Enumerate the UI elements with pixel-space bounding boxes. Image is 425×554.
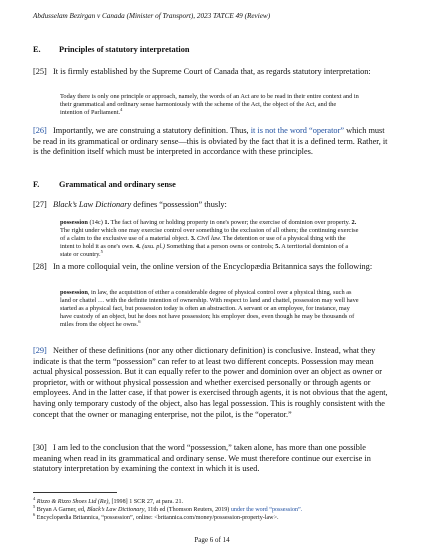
paragraph-number: [25] xyxy=(33,67,47,76)
sense-number: 5. xyxy=(275,243,281,251)
quote-text: , in law, the acquisition of either a considerable degree of physical control over a physical thing, such as land or chattel … with the definite intention of ownership. With respect to land and chattel, possession may well have started as a physical fact, but possession today is often an abstraction. A servant or an employee, for instance, may have custody of an object, but he does not have possession; his employer does, even though he may be thousands of miles from the object he owns. xyxy=(60,289,359,329)
sense-number: 1. xyxy=(104,219,110,226)
paragraph-text-c: which must be read in its grammatical or ordinary sense—this is obviated by the fact that it is a defined term. Rather, it is the definition itself which must be interpreted in accordance with these principles. xyxy=(33,126,388,157)
running-header: Abdusselam Bezirgan v Canada (Minister of Transport), 2023 TATCE 49 (Review) xyxy=(33,12,271,20)
quote-text: Today there is only one principle or approach, namely, the words of an Act are to be read in their entire context and in their grammatical and ordinary sense harmoniously with the scheme of the Act, the object of the Act, and the intention of Parliament. xyxy=(60,93,359,117)
block-quote-blacks-law xyxy=(60,219,360,259)
quote-text: The detention or use of a physical thing with the intent to hold it as one's own. xyxy=(60,235,346,251)
paragraph-number: [30] xyxy=(33,443,47,452)
section-title: Grammatical and ordinary sense xyxy=(59,180,176,189)
block-quote-britannica xyxy=(60,289,360,329)
footnote-text-highlight: under the word “possession”. xyxy=(230,507,303,514)
paragraph-text-a: Importantly, we are construing a statutory definition. Thus, xyxy=(53,126,251,135)
paragraph-text: In a more colloquial vein, the online version of the Encyclopædia Britannica says the following: xyxy=(53,262,373,271)
paragraph-number: [27] xyxy=(33,200,47,209)
paragraph-25 xyxy=(33,67,391,78)
section-letter: E. xyxy=(33,45,41,54)
footnote-number: 5 xyxy=(33,504,36,509)
paragraph-text-highlight: it is not the word “operator” xyxy=(250,126,345,135)
defined-word: possession xyxy=(60,289,88,296)
footnote-text: Encyclopædia Britannica, “possession”, online: <britannica.com/money/possession-property-law>. xyxy=(35,515,279,522)
quote-text: The fact of having or holding property in one's power; the exercise of dominion over property. xyxy=(109,219,352,226)
paragraph-text: Neither of these definitions (nor any other dictionary definition) is conclusive. Instead, what they indicate is that the term “possession” can refer to at least two different concepts. Possession may mean actual physical possession. But it can equally refer to the power and dominion over an object as owner or proprietor, with or without physical possession and whether exercised personally or through agents or employees. And in the latter case, if that power is exercised through agents, it is not obvious that the agent, having only temporary custody of the object, also has legal possession. This is roughly consistent with the concept that the owner or managing enterprise, not the pilot, is the “operator.” xyxy=(33,346,388,419)
footnote-ref-6[interactable]: 6 xyxy=(138,319,141,325)
paragraph-text: I am led to the conclusion that the word “possession,” taken alone, has more than one possible meaning when read in its grammatical and ordinary sense. We must therefore continue our exercise in statutory interpretation by examining the context in which it is used. xyxy=(33,443,371,474)
sense-number: 3. xyxy=(190,235,196,243)
page-number: Page 6 of 14 xyxy=(194,536,230,544)
paragraph-29 xyxy=(33,346,391,420)
defined-word: possession xyxy=(60,219,88,226)
source-title: Black’s Law Dictionary xyxy=(53,200,132,209)
paragraph-number: [28] xyxy=(33,262,47,271)
block-quote-supreme-court xyxy=(60,93,360,117)
footnote-separator xyxy=(33,492,117,493)
paragraph-number: [29] xyxy=(33,346,47,355)
paragraph-text: defines “possession” thusly: xyxy=(131,200,227,209)
footnote-ref-4[interactable]: 4 xyxy=(120,107,123,113)
quote-italic: (usu. pl.) xyxy=(140,243,165,251)
paragraph-text: It is firmly established by the Supreme Court of Canada that, as regards statutory interpretation: xyxy=(53,67,371,76)
quote-text: (14c) xyxy=(87,219,105,226)
paragraph-27 xyxy=(33,200,391,211)
footnote-number: 4 xyxy=(33,496,36,501)
paragraph-28 xyxy=(33,262,391,273)
footnote-6 xyxy=(33,512,391,523)
footnote-4 xyxy=(33,496,391,507)
section-heading-f xyxy=(33,180,176,189)
paragraph-number: [26] xyxy=(33,126,47,135)
quote-text: Something that a person owns or controls; xyxy=(164,243,276,251)
sense-number: 2. xyxy=(351,219,357,226)
footnote-number: 6 xyxy=(33,512,36,517)
sense-number: 4. xyxy=(135,243,141,251)
section-heading-e xyxy=(33,45,190,54)
section-letter: F. xyxy=(33,180,40,189)
footnote-text: , [1998] 1 SCR 27, at para. 21. xyxy=(108,499,184,506)
paragraph-30 xyxy=(33,443,391,475)
footnote-case-name: Rizzo & Rizzo Shoes Ltd (Re) xyxy=(36,499,109,506)
footnote-source-title: Black’s Law Dictionary xyxy=(86,507,145,514)
footnote-text: , 11th ed (Thomson Reuters, 2019) xyxy=(144,507,231,514)
quote-text: A territorial dominion of a state or country. xyxy=(60,243,349,259)
footnote-5 xyxy=(33,504,391,515)
footnote-text: Bryan A Garner, ed, xyxy=(35,507,87,514)
paragraph-26 xyxy=(33,126,391,158)
section-title: Principles of statutory interpretation xyxy=(59,45,190,54)
footnote-ref-5[interactable]: 5 xyxy=(100,249,103,255)
quote-italic: Civil law. xyxy=(195,235,222,243)
quote-text: The right under which one may exercise control over something to the exclusion of all others; the continuing exercise of a claim to the exclusive use of a material object. xyxy=(60,227,359,243)
